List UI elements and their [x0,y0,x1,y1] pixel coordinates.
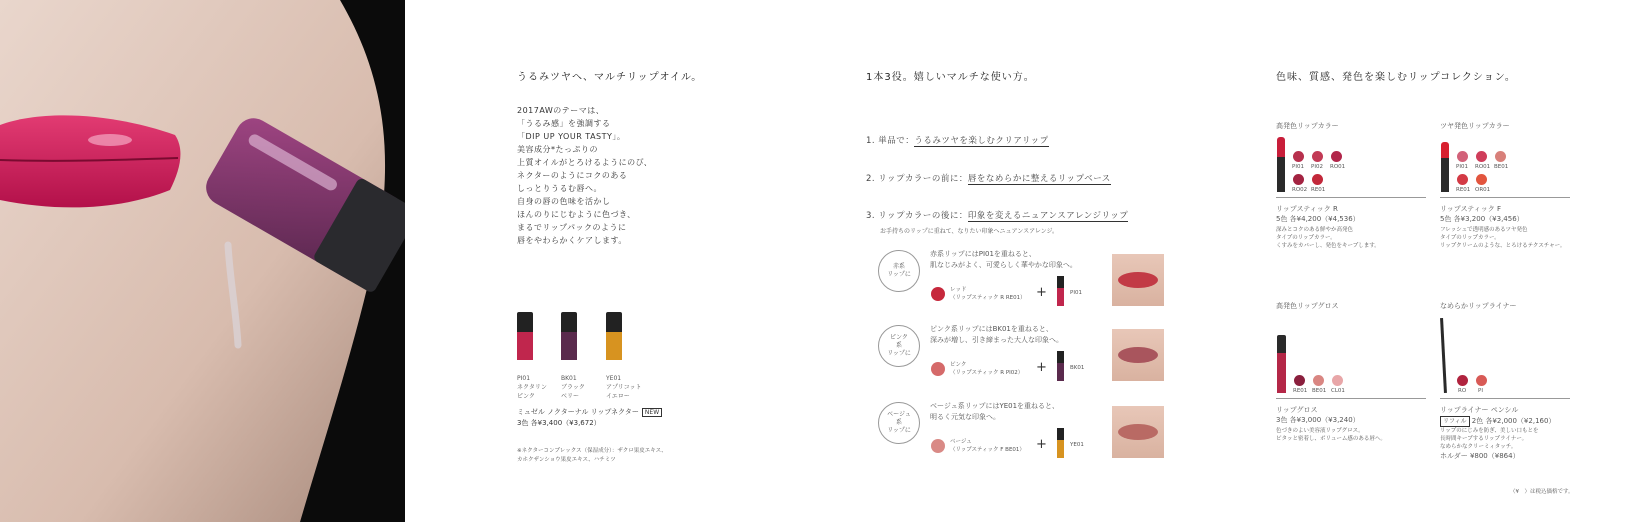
use-link: 唇をなめらかに整えるリップベース [967,174,1111,184]
combo-circle-pink: ピンク 系 リップに [878,325,920,367]
lipstick-r-image [1277,137,1285,192]
swatch-code: RO [1458,388,1467,394]
p4-title: なめらかリップライナー [1440,302,1517,310]
p2-title: ツヤ発色リップカラー [1440,122,1510,130]
lip-photo-beige [1112,406,1164,458]
combo-code: BK01 [1070,365,1085,371]
col2-heading: 1本3役。嬉しいマルチな使い方。 [866,72,1035,83]
combo-lip-pink: ピンク （リップスティック R PI02） [950,362,1024,376]
swatch-code: RE01 [1311,187,1326,193]
p3-price: 3色 各¥3,000（¥3,240） [1276,416,1360,424]
swatch-code: PI01 [1456,164,1468,170]
swatch [1294,375,1305,386]
combo-code: PI01 [1070,290,1082,296]
swatch-code: RO01 [1330,164,1346,170]
shade-code: YE01 [606,375,622,382]
shade-label-bk01 [561,374,585,401]
shade-label-pi01 [517,374,547,401]
p1-desc: 深みとコクのある鮮やか高発色 タイプのリップカラー。 くすみをカバーし、発色をキープします。 [1276,227,1380,249]
p2-name: リップスティック F [1440,205,1501,213]
nectar-ye01 [606,312,622,360]
body-line: ほんのりにじむように色づき、 [517,210,636,219]
body-line: ネクターのようにコクのある [517,171,628,180]
swatch [1293,151,1304,162]
combo-circle-beige: ベージュ 系 リップに [878,402,920,444]
p1-price: 5色 各¥4,200（¥4,536） [1276,215,1360,223]
shade-code: BK01 [561,375,577,382]
use-3: 3. リップカラーの後に：印象を変えるニュアンスアレンジリップ [866,211,1129,221]
swatch [1495,151,1506,162]
swatch [1331,151,1342,162]
body-line: まるでリップパックのように [517,223,627,232]
lip-liner-image [1440,318,1447,393]
nectar-price: 3色 各¥3,400（¥3,672） [517,419,601,427]
body-line: しっとりうるむ唇へ。 [517,184,602,193]
mini-nectar-ye01 [1057,428,1064,458]
use-link: うるみツヤを楽しむクリアリップ [914,136,1049,146]
swatch-code: RE01 [1456,187,1471,193]
nectar-product-name: ミュゼル ノクターナル リップネクター NEW [517,407,662,417]
body-line: 自身の唇の色味を活かし [517,197,611,206]
combo-circle-red: 赤系 リップに [878,250,920,292]
col1-body [517,104,652,247]
swatch-code: OR01 [1475,187,1491,193]
lip-gloss-image [1277,335,1286,393]
body-line: 美容成分*たっぷりの [517,145,598,154]
p2-desc: フレッシュで透明感のあるツヤ発色 タイプのリップカラー。 リップクリームのような、とろけるテクスチャー。 [1440,227,1566,249]
combo-lip-beige: ベージュ （リップスティック F BE01） [950,439,1025,453]
swatch-code: RO02 [1292,187,1308,193]
new-badge: NEW [642,408,662,417]
swatch-pink [931,362,945,376]
body-line: 2017AWのテーマは、 [517,106,605,115]
mini-nectar-bk01 [1057,351,1064,381]
swatch-code: BE01 [1312,388,1327,394]
divider [1440,398,1570,399]
col1-heading: うるみツヤへ、マルチリップオイル。 [517,72,703,83]
plus-sign: + [1036,437,1047,452]
plus-sign: + [1036,285,1047,300]
combo-code: YE01 [1070,442,1084,448]
body-line: 「DIP UP YOUR TASTY」。 [517,132,626,141]
shade-name: ネクタリン [517,384,547,391]
p4-holder: ホルダー ¥800（¥864） [1440,452,1520,460]
swatch-code: CL01 [1331,388,1345,394]
swatch-code: PI01 [1292,164,1304,170]
swatch-code: RE01 [1293,388,1308,394]
arrange-sub: お手持ちのリップに重ねて、なりたい印象へニュアンスアレンジ。 [880,228,1059,235]
swatch [1293,174,1304,185]
hero-lip-photo [0,0,405,522]
shade-name: ピンク [517,393,535,400]
plus-sign: + [1036,360,1047,375]
shade-name: ベリー [561,393,580,400]
swatch [1457,151,1468,162]
tax-note: （¥ ）は税込価格です。 [1510,489,1574,495]
use-2: 2. リップカラーの前に：唇をなめらかに整えるリップベース [866,174,1111,184]
body-line: 上質オイルがとろけるようにのび、 [517,158,653,167]
nectar-bk01 [561,312,577,360]
swatch [1312,151,1323,162]
nectar-pi01 [517,312,533,360]
shade-name: ブラック [561,384,585,391]
hero-illustration [0,0,405,522]
lip-photo-pink [1112,329,1164,381]
mini-nectar-pi01 [1057,276,1064,306]
swatch-red [931,287,945,301]
p4-price: リフィル 2色 各¥2,000（¥2,160） [1440,416,1555,427]
col3-heading: 色味、質感、発色を楽しむリップコレクション。 [1276,72,1516,83]
swatch [1332,375,1343,386]
swatch [1457,174,1468,185]
divider [1276,197,1426,198]
p2-price: 5色 各¥3,200（¥3,456） [1440,215,1524,223]
divider [1440,197,1570,198]
lip-photo-red [1112,254,1164,306]
combo-desc-red: 赤系リップにはPI01を重ねると、 肌なじみがよく、可愛らしく華やかな印象へ。 [930,250,1077,269]
swatch-code: PI [1478,388,1483,394]
swatch-beige [931,439,945,453]
swatch-code: BE01 [1494,164,1509,170]
p1-title: 高発色リップカラー [1276,122,1339,130]
p1-name: リップスティック R [1276,205,1338,213]
use-1: 1. 単品で：うるみツヤを楽しむクリアリップ [866,136,1049,146]
shade-code: PI01 [517,375,531,382]
p4-name: リップライナー ペンシル [1440,406,1519,414]
combo-desc-beige: ベージュ系リップにはYE01を重ねると、 明るく元気な印象へ。 [930,402,1060,421]
p3-title: 高発色リップグロス [1276,302,1339,310]
lipstick-f-image [1441,142,1449,192]
shade-label-ye01 [606,374,642,401]
combo-desc-pink: ピンク系リップにはBK01を重ねると、 深みが増し、引き締まった大人な印象へ。 [930,325,1063,344]
footnote-2: カホクザンショウ果皮エキス、ハチミツ [517,457,616,463]
body-line: 唇をやわらかくケアします。 [517,236,627,245]
swatch-code: PI02 [1311,164,1323,170]
shade-name: アプリコット [606,384,642,391]
swatch [1312,174,1323,185]
body-line: 「うるみ感」を強調する [517,119,611,128]
swatch [1457,375,1468,386]
swatch [1476,375,1487,386]
p3-name: リップグロス [1276,406,1318,414]
swatch [1313,375,1324,386]
shade-name: イエロー [606,393,630,400]
swatch [1476,174,1487,185]
combo-lip-red: レッド （リップスティック R RE01） [950,287,1026,301]
footnote-1: ※ネクターコンプレックス（保湿成分）：ザクロ果皮エキス、 [517,448,667,454]
swatch-code: RO01 [1475,164,1491,170]
swatch [1476,151,1487,162]
p3-desc: 色づきのよい美容液リップグロス。 ピタッと密着し、ボリューム感のある唇へ。 [1276,428,1386,442]
divider [1276,398,1426,399]
p4-desc: リップのにじみを防ぎ、美しい口もとを 長時間キープするリップライナー。 なめらかなクリーミィタッチ。 [1440,428,1539,450]
use-link: 印象を変えるニュアンスアレンジリップ [967,211,1129,221]
refill-badge: リフィル [1440,416,1470,427]
